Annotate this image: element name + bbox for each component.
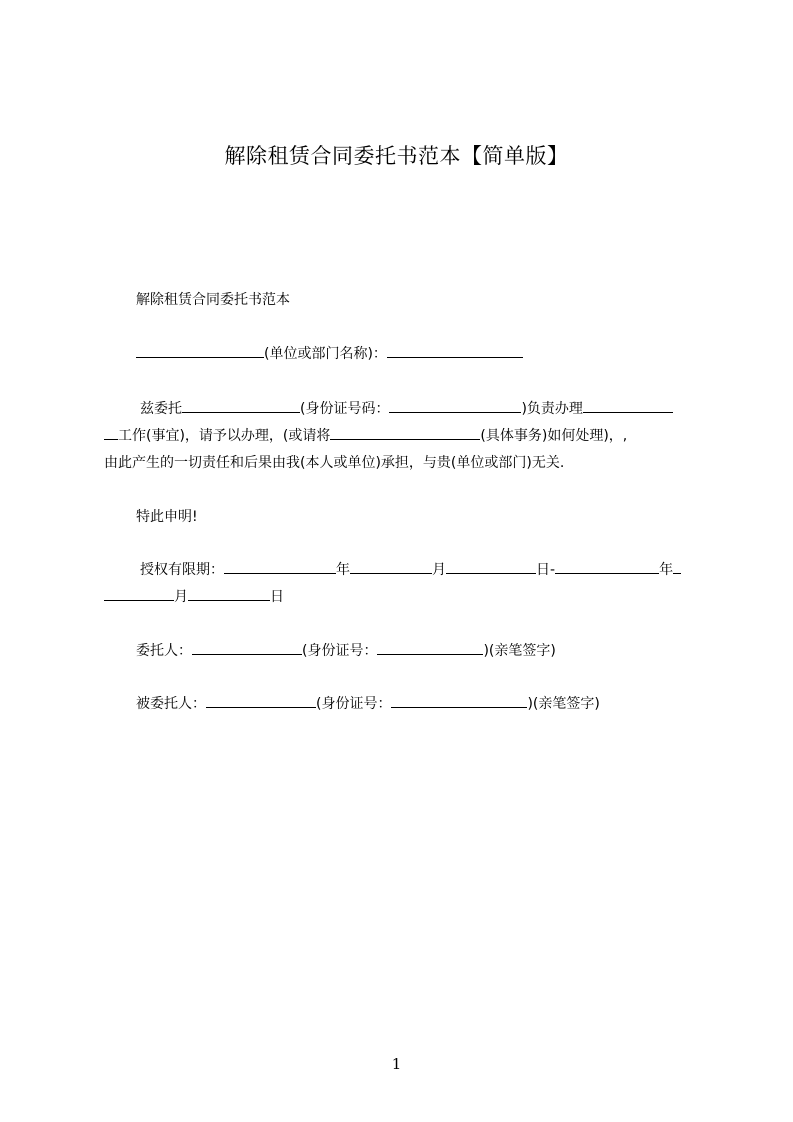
period-day2: 日	[270, 589, 284, 605]
period-line-2	[104, 584, 703, 610]
start-month-blank[interactable]	[350, 559, 432, 574]
agent-sign: )(亲笔签字)	[527, 696, 600, 712]
entrust-id-label: (身份证号码：	[300, 401, 390, 417]
period-line-1	[104, 557, 703, 583]
entrust-matter-label: (具体事务)如何处理)，,	[480, 428, 628, 444]
addressee-value-blank[interactable]	[387, 343, 523, 358]
agent-id-blank[interactable]	[389, 398, 521, 413]
addressee-line	[104, 341, 703, 367]
entrust-work-label: 工作(事宜)，请予以办理，(或请将	[118, 428, 331, 444]
agent-label: 被委托人：	[136, 696, 206, 712]
end-month-blank-start[interactable]	[673, 559, 681, 574]
principal-line	[104, 638, 703, 664]
specific-matter-blank[interactable]	[330, 425, 480, 440]
principal-label: 委托人：	[136, 643, 192, 659]
entrust-liability: 由此产生的一切责任和后果由我(本人或单位)承担，与贵(单位或部门)无关.	[104, 455, 565, 471]
period-month2: 月	[174, 589, 188, 605]
period-year: 年	[336, 562, 350, 578]
page-number: 1	[391, 1055, 402, 1073]
principal-name-blank[interactable]	[192, 640, 302, 655]
document-subtitle	[104, 287, 703, 313]
entrust-line-1	[104, 396, 703, 422]
principal-id-label: (身份证号：	[302, 643, 378, 659]
addressee-label: (单位或部门名称)：	[264, 346, 387, 362]
addressee-name-blank[interactable]	[136, 343, 264, 358]
start-year-blank[interactable]	[224, 559, 336, 574]
agent-sign-name-blank[interactable]	[206, 693, 316, 708]
entrust-line-3	[104, 450, 703, 476]
agent-id-label: (身份证号：	[316, 696, 392, 712]
end-year-blank[interactable]	[555, 559, 659, 574]
declaration-text: 特此申明!	[136, 509, 198, 525]
period-day-dash: 日-	[536, 562, 556, 578]
start-day-blank[interactable]	[446, 559, 536, 574]
agent-sign-id-blank[interactable]	[391, 693, 527, 708]
declaration-line	[104, 504, 703, 530]
period-label: 授权有限期：	[140, 562, 224, 578]
period-month: 月	[432, 562, 446, 578]
entrust-line-2	[104, 423, 703, 449]
entrust-handle-label: )负责办理	[521, 401, 583, 417]
period-year2: 年	[659, 562, 674, 578]
subtitle-text: 解除租赁合同委托书范本	[136, 292, 290, 308]
handle-matter-blank-cont[interactable]	[104, 425, 118, 440]
agent-line	[104, 691, 703, 717]
principal-id-blank[interactable]	[377, 640, 483, 655]
end-month-blank[interactable]	[104, 586, 174, 601]
principal-sign: )(亲笔签字)	[483, 643, 556, 659]
agent-name-blank[interactable]	[182, 398, 300, 413]
handle-matter-blank[interactable]	[583, 398, 673, 413]
document-title: 解除租赁合同委托书范本【简单版】	[224, 144, 569, 168]
entrust-lead: 兹委托	[140, 401, 182, 417]
end-day-blank[interactable]	[188, 586, 270, 601]
